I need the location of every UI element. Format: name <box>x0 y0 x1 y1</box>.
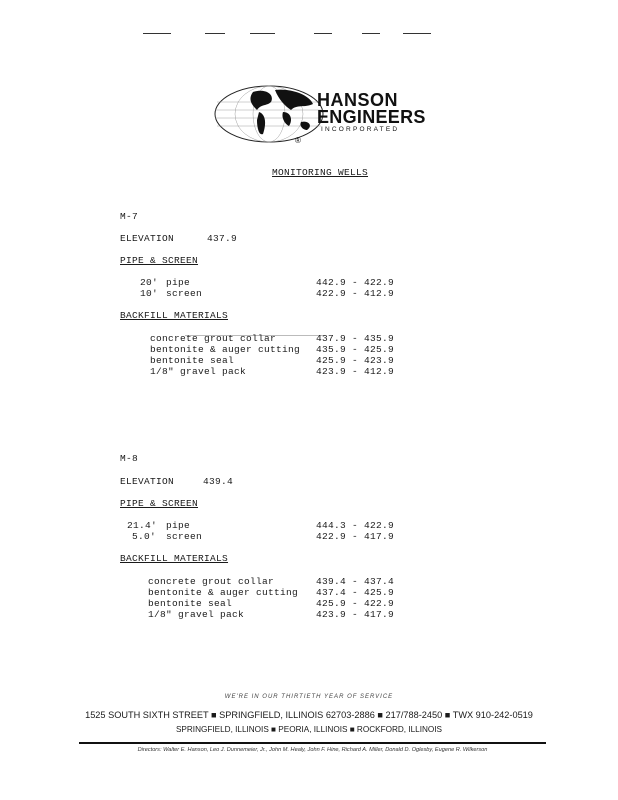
backfill-range: 423.9 - 412.9 <box>316 366 395 377</box>
backfill-range: 437.9 - 435.9 <box>316 333 395 344</box>
backfill-item: bentonite seal <box>150 355 235 366</box>
company-name-line3: INCORPORATED <box>321 126 400 133</box>
pipe-item: pipe <box>166 277 191 288</box>
top-rule <box>250 33 275 34</box>
company-name-line2: ENGINEERS <box>317 107 426 127</box>
top-rule <box>403 33 431 34</box>
pipe-item: screen <box>166 531 203 542</box>
well-id: M-7 <box>120 211 139 222</box>
backfill-item: bentonite & auger cutting <box>150 344 301 355</box>
backfill-range: 437.4 - 425.9 <box>316 587 395 598</box>
elevation-value: 439.4 <box>203 476 234 487</box>
footer-offices: SPRINGFIELD, ILLINOIS ■ PEORIA, ILLINOIS ■ ROCKFORD, ILLINOIS <box>175 725 443 734</box>
pipe-screen-heading: PIPE & SCREEN <box>120 498 199 509</box>
pipe-length: 10' <box>140 288 159 299</box>
backfill-range: 439.4 - 437.4 <box>316 576 395 587</box>
pipe-screen-heading: PIPE & SCREEN <box>120 255 199 266</box>
company-name-line1: HANSON <box>317 90 399 110</box>
pipe-length: 5.0' <box>132 531 157 542</box>
pipe-length: 20' <box>140 277 159 288</box>
elevation-label: ELEVATION <box>120 476 175 487</box>
pipe-length: 21.4' <box>127 520 158 531</box>
backfill-item: concrete grout collar <box>150 333 277 344</box>
registered-mark: ® <box>295 136 301 145</box>
backfill-range: 425.9 - 422.9 <box>316 598 395 609</box>
backfill-heading: BACKFILL MATERIALS <box>120 310 229 321</box>
footer-rule <box>79 742 546 744</box>
elevation-value: 437.9 <box>207 233 238 244</box>
top-rule <box>362 33 380 34</box>
pipe-range: 442.9 - 422.9 <box>316 277 395 288</box>
backfill-item: 1/8" gravel pack <box>148 609 245 620</box>
pipe-item: screen <box>166 288 203 299</box>
well-id: M-8 <box>120 453 139 464</box>
backfill-range: 425.9 - 423.9 <box>316 355 395 366</box>
globe-icon <box>213 84 325 146</box>
backfill-item: concrete grout collar <box>148 576 275 587</box>
pipe-item: pipe <box>166 520 191 531</box>
backfill-range: 435.9 - 425.9 <box>316 344 395 355</box>
backfill-item: bentonite seal <box>148 598 233 609</box>
footer-address: 1525 SOUTH SIXTH STREET ■ SPRINGFIELD, ILLINOIS 62703-2886 ■ 217/788-2450 ■ TWX 910-242-0519 <box>85 710 533 720</box>
footer-directors: Directors: Walter E. Hanson, Leo J. Dunnemeier, Jr., John M. Healy, John F. Hine, Richard A. Miller, Donald D. Oglesby, Eugene R. Wilkerson <box>137 747 488 753</box>
elevation-label: ELEVATION <box>120 233 175 244</box>
backfill-item: 1/8" gravel pack <box>150 366 247 377</box>
backfill-item: bentonite & auger cutting <box>148 587 299 598</box>
top-rule <box>205 33 225 34</box>
backfill-heading: BACKFILL MATERIALS <box>120 553 229 564</box>
top-rule <box>314 33 332 34</box>
footer-tagline: WE'RE IN OUR THIRTIETH YEAR OF SERVICE <box>224 694 394 700</box>
company-logo <box>213 84 426 148</box>
backfill-range: 423.9 - 417.9 <box>316 609 395 620</box>
pipe-range: 422.9 - 417.9 <box>316 531 395 542</box>
top-rule <box>143 33 171 34</box>
pipe-range: 422.9 - 412.9 <box>316 288 395 299</box>
page-title: MONITORING WELLS <box>272 167 369 178</box>
pipe-range: 444.3 - 422.9 <box>316 520 395 531</box>
